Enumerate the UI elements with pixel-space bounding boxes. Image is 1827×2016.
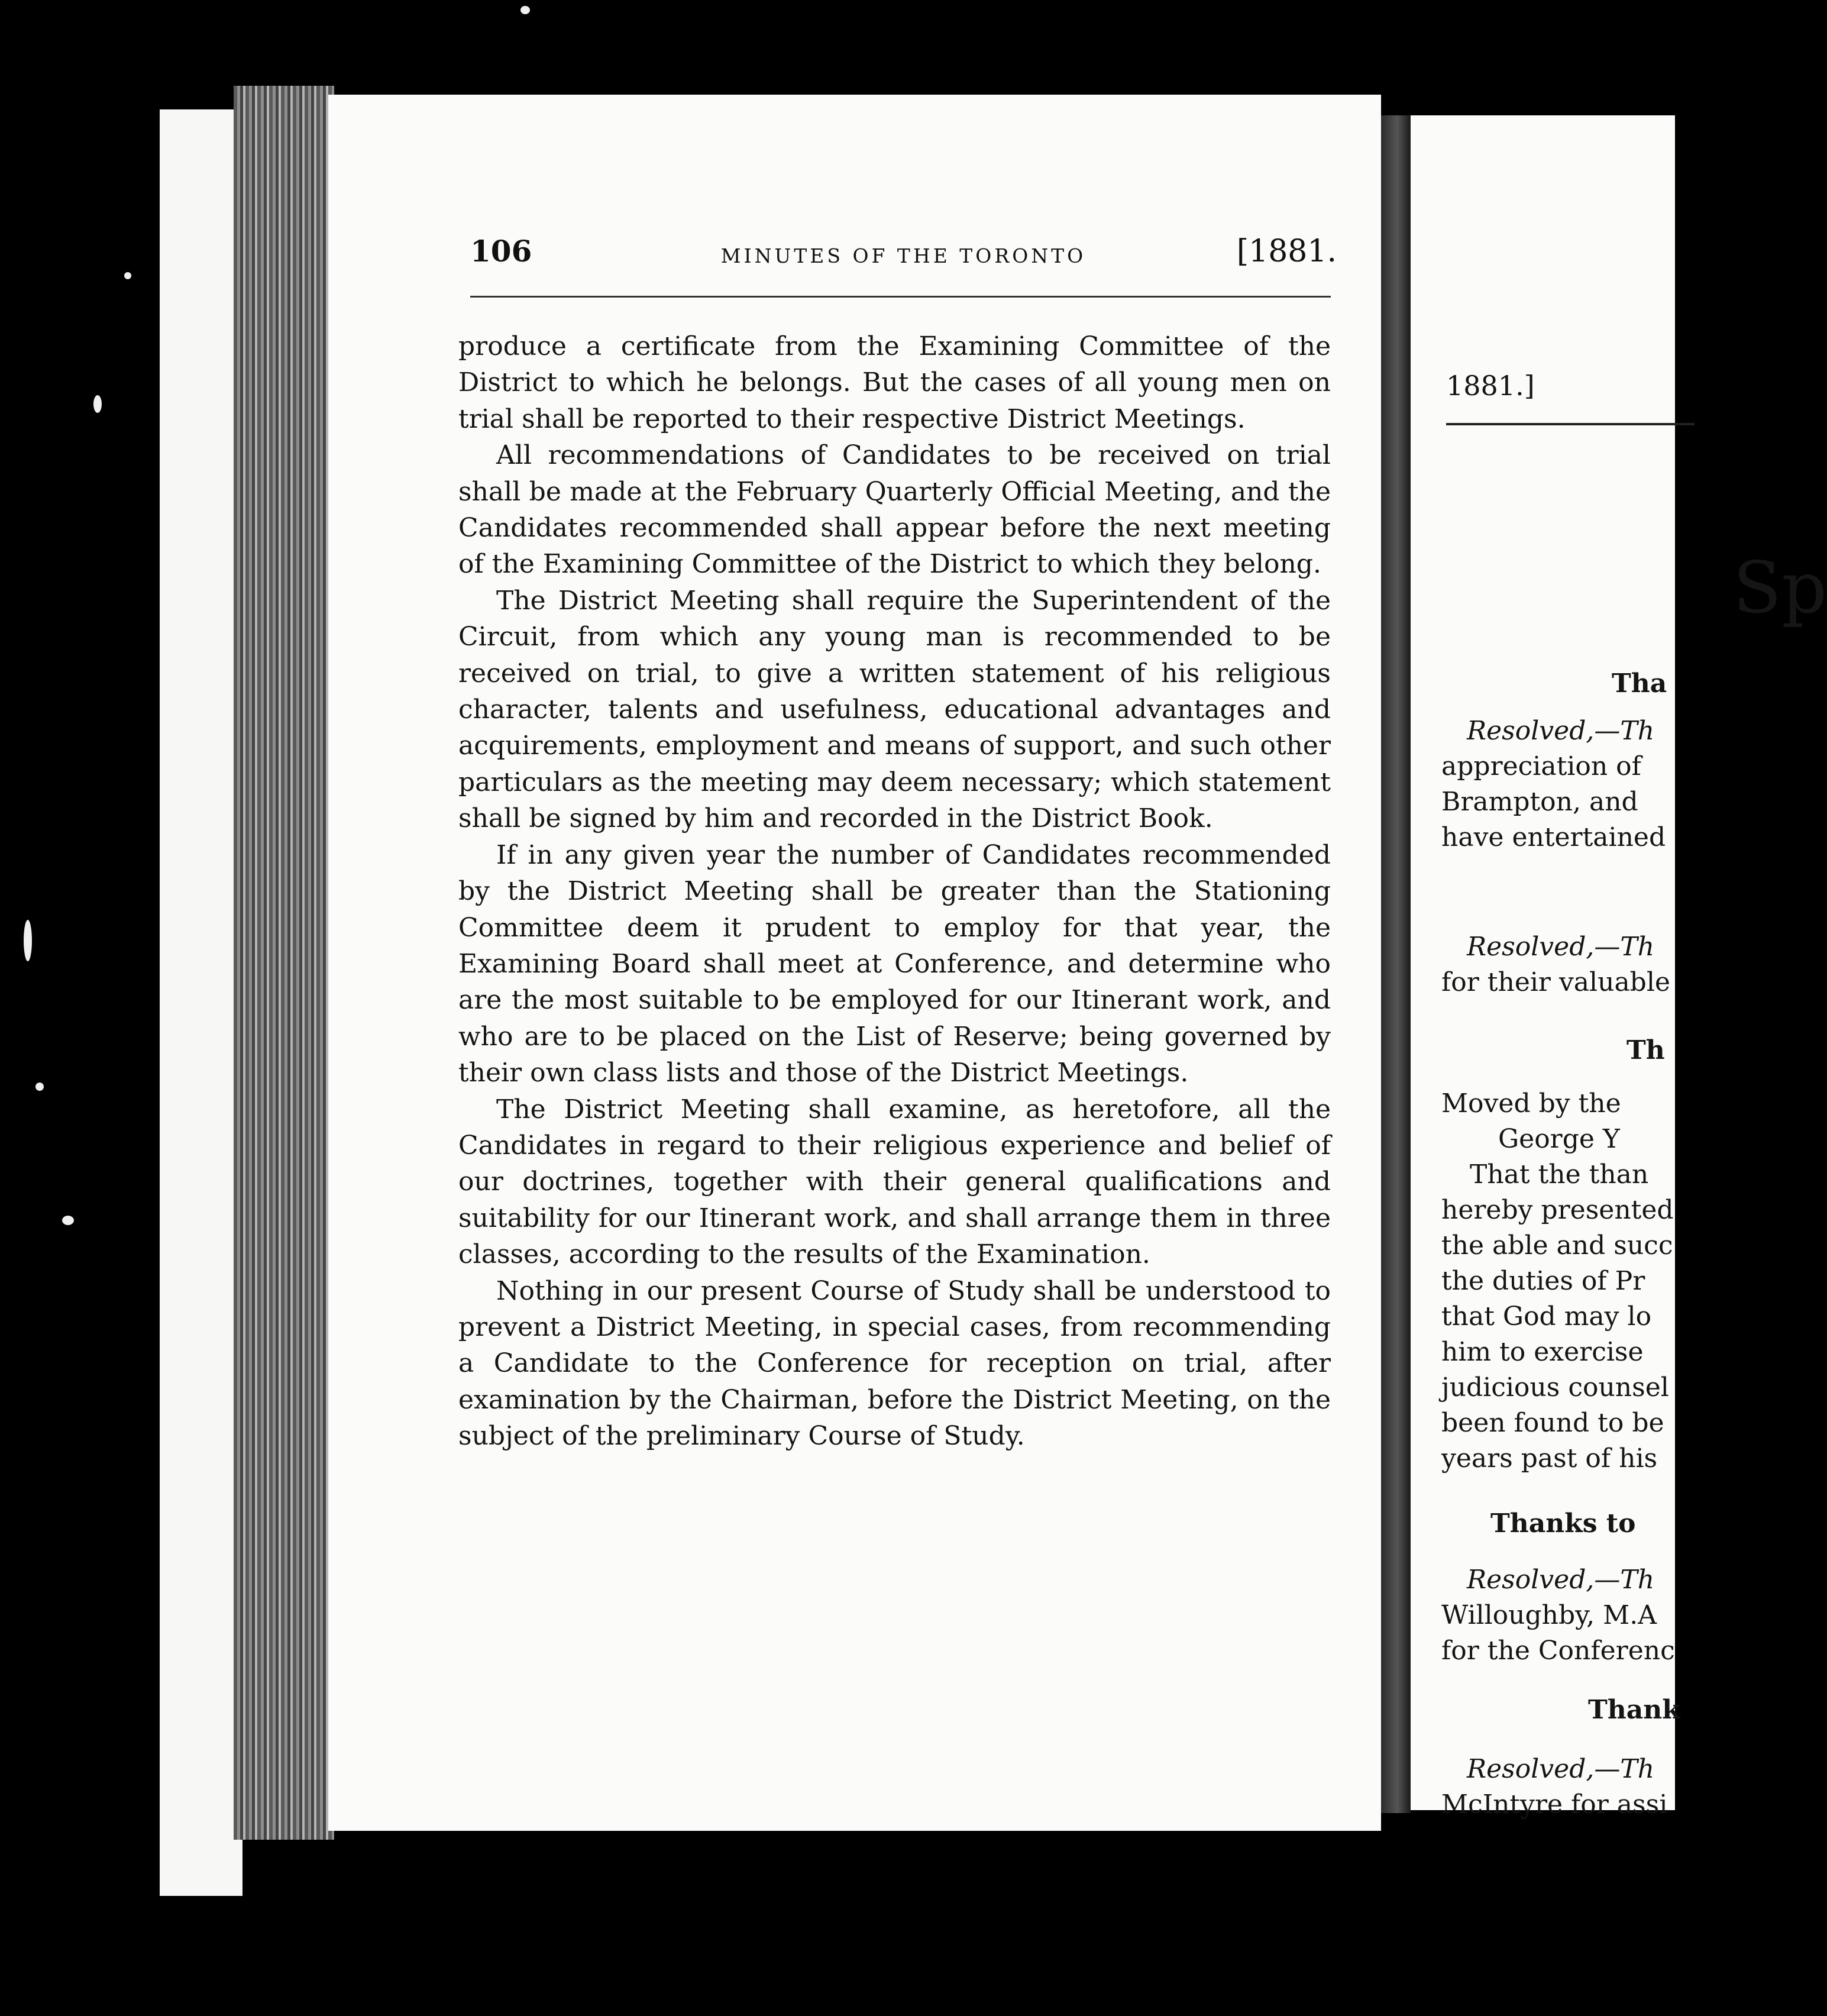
scan-margin: [160, 109, 242, 1896]
paragraph: The District Meeting shall require the Superintendent of the Circuit, from which any young man is recommended to be received on trial, to give a written statement of his religious character, talents and usefulness, educational advantages and acquirements, employment and means of support, and such other particulars as the meeting may deem necessary; which statement shall be signed by him and recorded in the District Book.: [458, 585, 1331, 834]
right-line: been found to be: [1441, 1408, 1664, 1438]
right-line-resolved: [1467, 716, 1654, 746]
right-line: Th: [1626, 1035, 1665, 1065]
right-line: Resolved,—Th: [1467, 932, 1655, 962]
scan-speck: [124, 272, 131, 279]
book-page-edges: [234, 86, 334, 1840]
right-line: That the than: [1470, 1159, 1649, 1190]
scan-speck: [35, 1083, 44, 1091]
right-line: Willoughby, M.A: [1441, 1600, 1657, 1630]
right-line: him to exercise: [1441, 1337, 1644, 1367]
right-line: Resolved,—Th: [1467, 1565, 1655, 1595]
paragraph: produce a certificate from the Examining Committee of the District to which he belongs. But the cases of all young men on trial shall be reported to their respective District Meetings.: [458, 331, 1331, 434]
right-line-resolved: [1467, 1754, 1654, 1784]
right-line: appreciation of: [1441, 751, 1641, 781]
right-header-rule: [1446, 423, 1695, 425]
right-line: for the Conferenc: [1441, 1636, 1675, 1666]
right-line: the able and succ: [1441, 1230, 1673, 1261]
right-line: Resolved,—Th: [1467, 716, 1655, 746]
scan-speck: [93, 395, 102, 413]
page-number: 106: [470, 234, 532, 269]
right-line: Resolved,—Th: [1467, 1754, 1655, 1784]
right-line: Thanks to: [1490, 1508, 1636, 1539]
right-page-content: [1411, 115, 1827, 1820]
right-line: Tha: [1612, 668, 1667, 699]
running-head: [470, 234, 1337, 281]
scan-speck: [520, 6, 530, 14]
book-gutter: [1381, 115, 1411, 1813]
right-line: McIntyre for assi: [1441, 1789, 1668, 1820]
right-page-big-heading: Sp: [1733, 547, 1827, 629]
paragraph: If in any given year the number of Candidates recommended by the District Meeting shall be greater than the Stationing Committee deem it prudent to employ for that year, the Examining Board shall meet at Conference, and determine who are the most suitable to be employed for our Itinerant work, and who are to be placed on the List of Reserve; being governed by their own class lists and those of the District Meetings.: [458, 839, 1331, 1088]
right-line: have entertained: [1441, 822, 1666, 852]
right-line: Thank: [1588, 1695, 1680, 1725]
right-line: the duties of Pr: [1441, 1266, 1645, 1296]
paragraph: The District Meeting shall examine, as heretofore, all the Candidates in regard to their religious experience and belief of our doctrines, together with their general qualifications and suitability for our Itinerant work, and shall arrange them in three classes, according to the results of the Examination.: [458, 1094, 1331, 1270]
right-line: for their valuable: [1441, 967, 1670, 997]
right-line: judicious counsel: [1441, 1372, 1669, 1403]
right-line: George Y: [1498, 1124, 1620, 1154]
right-line: hereby presented: [1441, 1195, 1674, 1225]
right-line-resolved: [1467, 1565, 1654, 1595]
paragraph: All recommendations of Candidates to be received on trial shall be made at the February Quarterly Official Meeting, and the Candidates recommended shall appear before the next meeting of the Examining Committee of the District to which they belong.: [458, 440, 1331, 580]
scan-speck: [62, 1216, 74, 1225]
header-rule: [470, 296, 1331, 298]
right-line: years past of his: [1441, 1443, 1658, 1474]
right-line: that God may lo: [1441, 1301, 1652, 1332]
right-line: Brampton, and: [1441, 787, 1638, 817]
running-title: MINUTES OF THE TORONTO: [720, 244, 1087, 267]
paragraph: Nothing in our present Course of Study shall be understood to prevent a District Meeting, in special cases, from recommending a Candidate to the Conference for reception on trial, after examination by the Chairman, before the District Meeting, on the subject of the preliminary Course of Study.: [458, 1275, 1331, 1452]
body-text: [458, 328, 1331, 1455]
right-line-resolved: [1467, 932, 1654, 962]
right-page-year: 1881.]: [1446, 370, 1535, 402]
running-year: [1881.: [1236, 234, 1337, 269]
right-line: Moved by the: [1441, 1088, 1621, 1119]
scan-speck: [24, 920, 32, 961]
